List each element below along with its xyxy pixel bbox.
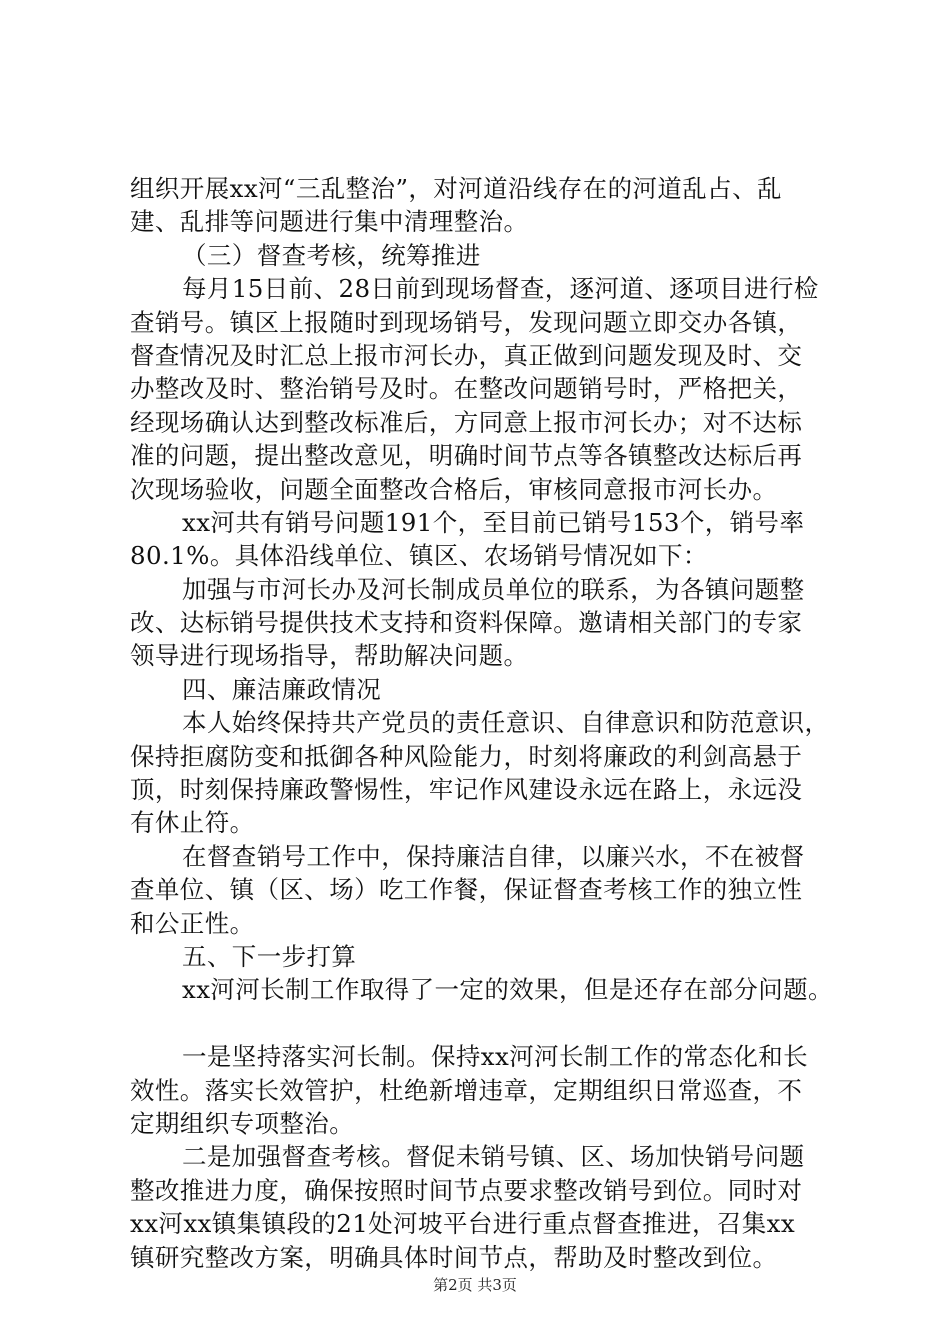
paragraph-line: 加强与市河长办及河长制成员单位的联系，为各镇问题整 [182,574,805,604]
paragraph-line: 办整改及时、整治销号及时。在整改问题销号时，严格把关， [130,374,803,404]
paragraph-line: 查销号。镇区上报随时到现场销号，发现问题立即交办各镇， [130,307,803,337]
paragraph-line: 经现场确认达到整改标准后，方同意上报市河长办；对不达标 [130,407,803,437]
paragraph-line: 80.1%。具体沿线单位、镇区、农场销号情况如下： [130,541,708,571]
blank-line [130,1007,850,1040]
paragraph-line: 准的问题，提出整改意见，明确时间节点等各镇整改达标后再 [130,441,803,471]
document-body [130,172,850,1274]
section-heading: 五、下一步打算 [182,941,357,971]
paragraph-line: 在督查销号工作中，保持廉洁自律，以廉兴水，不在被督 [182,841,805,871]
paragraph-line: xx河xx镇集镇段的21处河坡平台进行重点督查推进，召集xx [130,1209,796,1239]
paragraph-line: xx河共有销号问题191个，至目前已销号153个，销号率 [182,507,805,537]
paragraph-line: 一是坚持落实河长制。保持xx河河长制工作的常态化和长 [182,1042,809,1072]
paragraph-line: 查单位、镇（区、场）吃工作餐，保证督查考核工作的独立性 [130,875,803,905]
paragraph-line: 保持拒腐防变和抵御各种风险能力，时刻将廉政的利剑高悬于 [130,741,803,771]
paragraph-line: 本人始终保持共产党员的责任意识、自律意识和防范意识， [182,708,830,738]
paragraph-line: 和公正性。 [130,908,255,938]
paragraph-line: 有休止符。 [130,808,255,838]
paragraph-line: 次现场验收，问题全面整改合格后，审核同意报市河长办。 [130,474,778,504]
section-heading: （三）督查考核，统筹推进 [182,240,481,270]
paragraph-line: 领导进行现场指导，帮助解决问题。 [130,641,529,671]
paragraph-line: 定期组织专项整治。 [130,1108,355,1138]
section-heading: 四、廉洁廉政情况 [182,674,382,704]
paragraph-line: xx河河长制工作取得了一定的效果，但是还存在部分问题。 [182,975,833,1005]
paragraph-line: 每月15日前、28日前到现场督查，逐河道、逐项目进行检 [182,274,819,304]
paragraph-line: 督查情况及时汇总上报市河长办，真正做到问题发现及时、交 [130,340,803,370]
page-number-footer: 第2页 共3页 [433,1276,517,1294]
paragraph-line: 效性。落实长效管护，杜绝新增违章，定期组织日常巡查，不 [130,1075,803,1105]
paragraph-line: 整改推进力度，确保按照时间节点要求整改销号到位。同时对 [130,1175,803,1205]
paragraph-line: 顶，时刻保持廉政警惕性，牢记作风建设永远在路上，永远没 [130,775,803,805]
paragraph-line: 建、乱排等问题进行集中清理整治。 [130,207,529,237]
paragraph-line: 组织开展xx河“三乱整治”，对河道沿线存在的河道乱占、乱 [130,174,782,203]
paragraph-line: 镇研究整改方案，明确具体时间节点，帮助及时整改到位。 [130,1242,778,1272]
paragraph-line: 二是加强督查考核。督促未销号镇、区、场加快销号问题 [182,1142,805,1172]
paragraph-line: 改、达标销号提供技术支持和资料保障。邀请相关部门的专家 [130,608,803,638]
